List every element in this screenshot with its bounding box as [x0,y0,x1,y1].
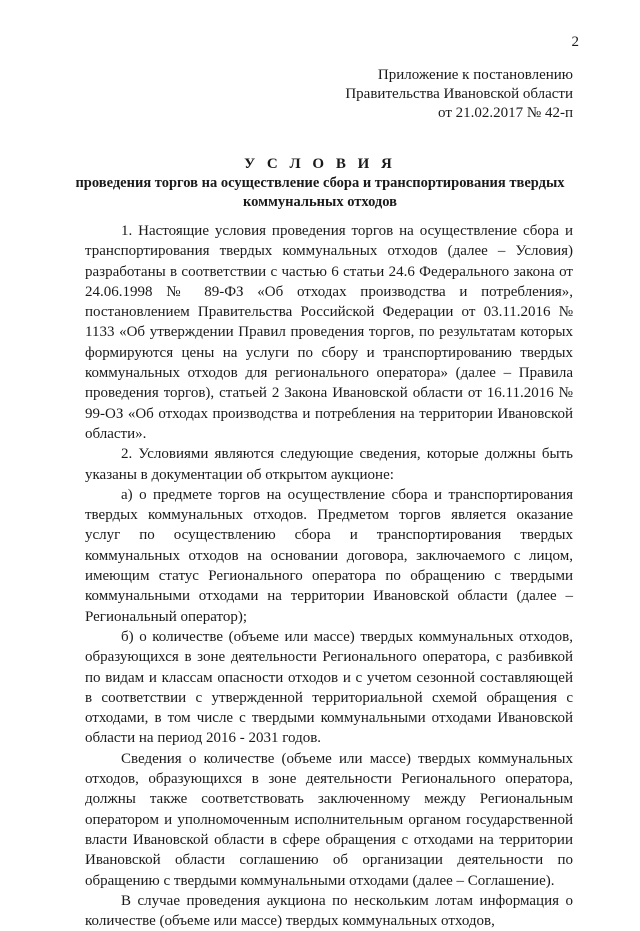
document-title: У С Л О В И Я [244,156,396,172]
appendix-line-1: Приложение к постановлению [377,67,573,83]
paragraph-5: Сведения о количестве (объеме или массе) твердых коммунальных отходов, образующихся в зоне деятельности Регионального оператора, должны также соответствовать заключенному между Региональным оператором и уполномоченным исполнительным органом государственной власти Ивановской области в сфере обращения с отходами на территории Ивановской области соглашению об организации деятельности по обращению с твердыми коммунальными отходами (далее – Соглашение). [85,750,573,889]
document-body [85,221,573,931]
paragraph-3: а) о предмете торгов на осуществление сбора и транспортирования твердых коммунальных отходов. Предметом торгов является оказание услуг по осуществлению сбора и транспортирования твердых коммунальных отходов на основании договора, заключаемого с лицом, имеющим статус Регионального оператора по обращению с твердыми коммунальными отходами на территории Ивановской области (далее – Региональный оператор); [85,486,573,625]
appendix-line-3: от 21.02.2017 № 42-п [438,105,573,121]
paragraph-4: б) о количестве (объеме или массе) твердых коммунальных отходов, образующихся в зоне деятельности Регионального оператора, с разбивкой по видам и классам опасности отходов и с учетом сезонной составляющей в соответствии с утвержденной территориальной схемой обращения с отходами, в том числе с твердыми коммунальными отходами Ивановской области на период 2016 - 2031 годов. [85,628,573,747]
page-number: 2 [571,34,579,50]
paragraph-1: 1. Настоящие условия проведения торгов на осуществление сбора и транспортирования твердых коммунальных отходов (далее – Условия) разработаны в соответствии с частью 6 статьи 24.6 Федерального закона от 24.06.1998 № 89-ФЗ «Об отходах производства и потребления», постановлением Правительства Российской Федерации от 03.11.2016 № 1133 «Об утверждении Правил проведения торгов, по результатам которых формируются цены на услуги по сбору и транспортированию твердых коммунальных отходов для регионального оператора» (далее – Правила проведения торгов), статьей 2 Закона Ивановской области от 16.11.2016 № 99-ОЗ «Об отходах производства и потребления на территории Ивановской области». [85,223,573,442]
paragraph-2: 2. Условиями являются следующие сведения, которые должны быть указаны в документации об открытом аукционе: [85,446,573,483]
appendix-header [345,66,573,123]
document-subtitle: проведения торгов на осуществление сбора и транспортирования твердых коммунальных отходов [75,175,565,210]
paragraph-6: В случае проведения аукциона по нескольким лотам информация о количестве (объеме или массе) твердых коммунальных отходов, [85,892,573,930]
appendix-line-2: Правительства Ивановской области [345,86,573,102]
